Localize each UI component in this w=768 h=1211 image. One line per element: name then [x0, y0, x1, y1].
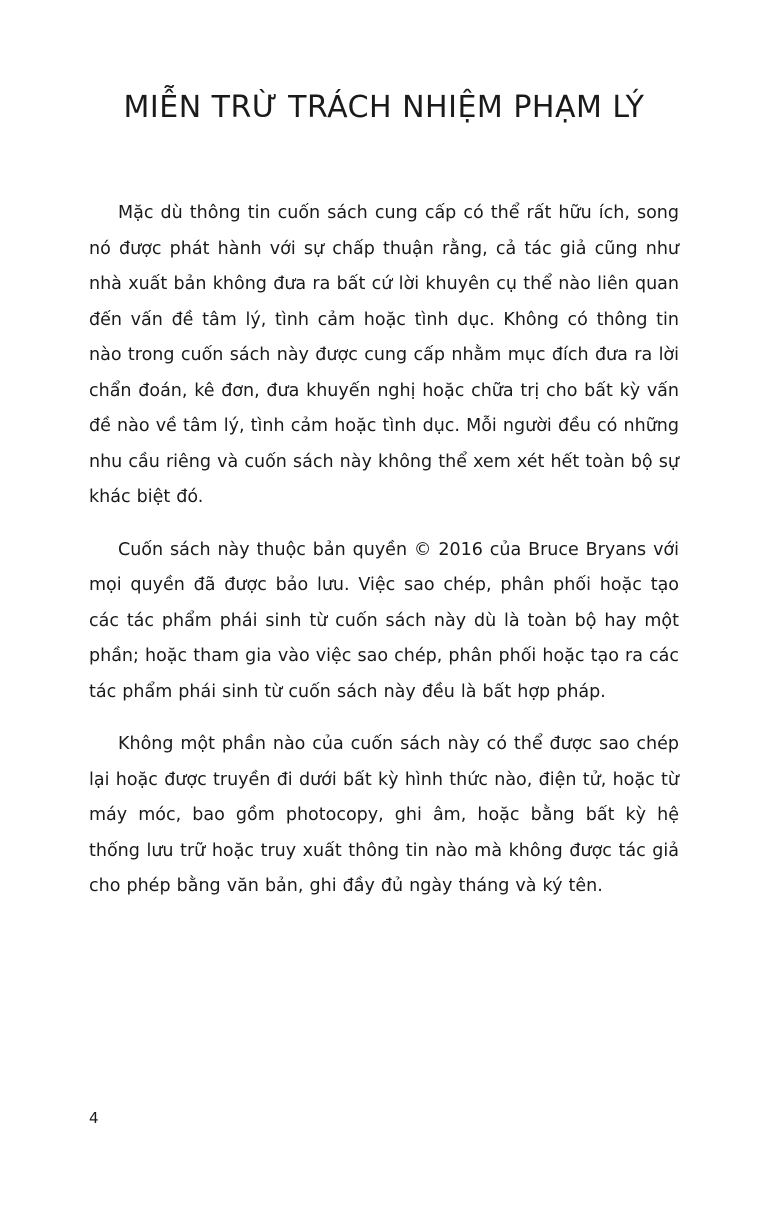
page-title: MIỄN TRỪ TRÁCH NHIỆM PHẠM LÝ: [123, 90, 645, 125]
body-text: [89, 196, 679, 922]
page-number: 4: [89, 1109, 99, 1127]
reproduction-paragraph: Không một phần nào của cuốn sách này có thể được sao chép lại hoặc được truyền đi dưới bất kỳ hình thức nào, điện tử, hoặc từ máy móc, bao gồm photocopy, ghi âm, hoặc bằng bất kỳ hệ thống lưu trữ hoặc truy xuất thông tin nào mà không được tác giả cho phép bằng văn bản, ghi đầy đủ ngày tháng và ký tên.: [89, 734, 679, 896]
copyright-paragraph: Cuốn sách này thuộc bản quyền © 2016 của Bruce Bryans với mọi quyền đã được bảo lưu. Việc sao chép, phân phối hoặc tạo các tác phẩm phái sinh từ cuốn sách này dù là toàn bộ hay một phần; hoặc tham gia vào việc sao chép, phân phối hoặc tạo ra các tác phẩm phái sinh từ cuốn sách này đều là bất hợp pháp.: [89, 539, 679, 702]
disclaimer-paragraph: Mặc dù thông tin cuốn sách cung cấp có thể rất hữu ích, song nó được phát hành với sự chấp thuận rằng, cả tác giả cũng như nhà xuất bản không đưa ra bất cứ lời khuyên cụ thể nào liên quan đến vấn đề tâm lý, tình cảm hoặc tình dục. Không có thông tin nào trong cuốn sách này được cung cấp nhằm mục đích đưa ra lời chẩn đoán, kê đơn, đưa khuyến nghị hoặc chữa trị cho bất kỳ vấn đề nào về tâm lý, tình cảm hoặc tình dục. Mỗi người đều có những nhu cầu riêng và cuốn sách này không thể xem xét hết toàn bộ sự khác biệt đó.: [89, 203, 679, 507]
